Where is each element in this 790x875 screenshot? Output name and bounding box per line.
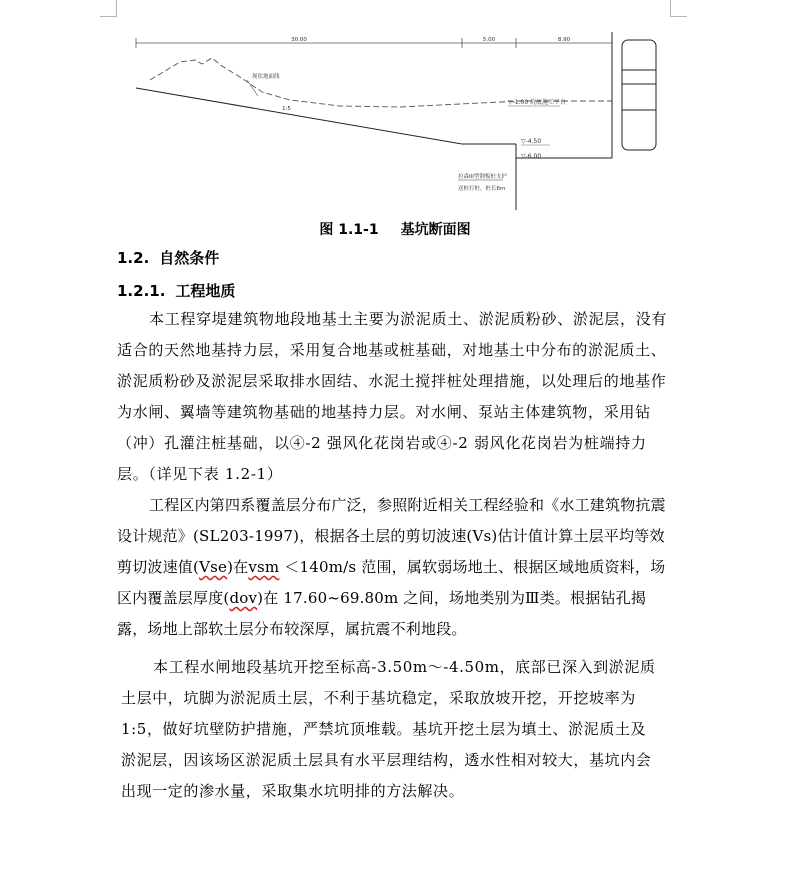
sheet-pile-note-line1: 拉森III型钢板桩支护 [458,174,507,180]
paragraph-seismic-part-d: )在 17.60~69.80m 之间，场地类别为Ⅲ类。根据钻孔揭露，场地上部软土层分布较深厚，属抗震不利地段。 [117,589,647,638]
platform-elevation-label: ▽-1.00 坑底施工平台 [508,99,567,106]
subsection-heading-title: 工程地质 [175,282,236,300]
figure-caption-number: 图 1.1-1 [319,222,379,238]
paragraph-seismic-part-b: )在 [227,558,249,576]
structure-outline [612,32,656,158]
figure-caption [0,219,790,239]
paragraph-seismic [117,490,673,645]
paragraph-seismic-part-a: 工程区内第四系覆盖层分布广泛，参照附近相关工程经验和《水工建筑物抗震设计规范》(SL203-1997)，根据各土层的剪切波速(Vs)估计值计算土层平均等效剪切波速值( [117,496,666,576]
dimension-line [136,38,612,48]
dim-label-left: 30.00 [291,37,307,43]
vse-term: Vse [199,558,228,576]
ground-label-leader [247,80,258,96]
excavation-section-diagram [0,0,790,215]
section-heading-number: 1.2. [117,249,150,267]
figure-caption-title: 基坑断面图 [400,222,471,238]
dov-term: dov [229,589,258,607]
dim-label-right: 8.90 [557,37,571,43]
section-heading [117,247,219,268]
paragraph-excavation: 本工程水闸地段基坑开挖至标高-3.50m～-4.50m，底部已深入到淤泥质土层中，坑脚为淤泥质土层，不利于基坑稳定，采取放坡开挖，开挖坡率为 1:5，做好坑壁防护措施，严禁坑顶堆载。基坑开挖土层为填土、淤泥质土及淤泥层，因该场区淤泥质土层具有水平层理结构，透水性相对较大，基坑内会出现一定的渗水量，采取集水坑明排的方法解决。 [121,658,656,800]
sheet-pile-note-line2: 送桩打桩，桩长6m [458,186,506,192]
slope-ratio-label: 1:5 [282,106,291,112]
paragraph-geology: 本工程穿堤建筑物地段地基土主要为淤泥质土、淤泥质粉砂、淤泥层，没有适合的天然地基持力层，采用复合地基或桩基础，对地基土中分布的淤泥质土、淤泥质粉砂及淤泥层采取排水固结、水泥土搅拌桩处理措施，以处理后的地基作为水闸、翼墙等建筑物基础的地基持力层。对水闸、泵站主体建筑物，采用钻（冲）孔灌注桩基础，以④-2 强风化花岗岩或④-2 弱风化花岗岩为桩端持力层。（详见下表 1.2-1） [117,310,668,483]
section-heading-title: 自然条件 [159,249,220,267]
elevation-mark-450: ▽-4.50 [521,138,542,145]
subsection-heading-number: 1.2.1. [117,282,166,300]
vsm-term: vsm [248,558,280,576]
elevation-mark-600: ▽-6.00 [521,153,542,160]
dim-label-mid: 5.00 [482,37,496,43]
ground-line-label: 现状地面线 [252,74,280,80]
subsection-heading [117,280,235,301]
paragraph-seismic-part-c: ＜140m/s 范围，属软弱场地土、根据区域地质资料，场区内覆盖层厚度( [117,558,666,607]
